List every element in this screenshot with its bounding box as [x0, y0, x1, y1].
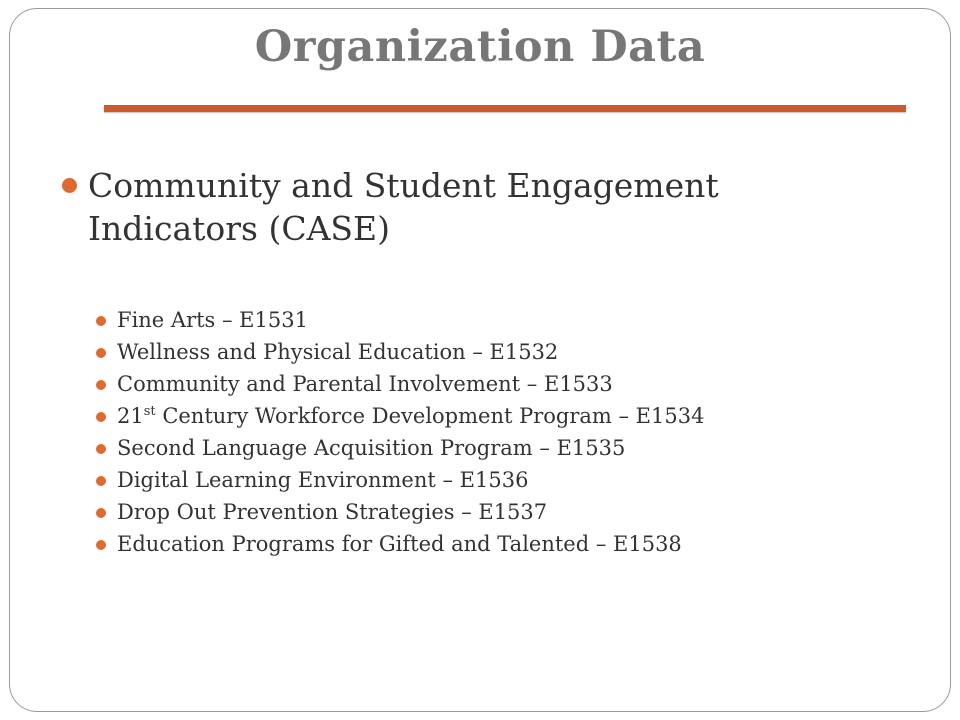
main-point-text: Community and Student Engagement Indicators (CASE): [88, 166, 719, 248]
list-item: [96, 464, 704, 496]
bullet-dot-icon: [96, 348, 106, 358]
bullet-dot-icon: [96, 508, 106, 518]
list-item-text: Community and Parental Involvement – E1533: [117, 372, 613, 396]
list-item: [96, 304, 704, 336]
list-item: [96, 432, 704, 464]
indicator-list: [96, 304, 704, 560]
list-item-text: Wellness and Physical Education – E1532: [117, 340, 559, 364]
bullet-dot-icon: [96, 380, 106, 390]
bullet-dot-icon: [96, 412, 106, 422]
list-item-text: Fine Arts – E1531: [117, 308, 308, 332]
ordinal-superscript: st: [143, 404, 156, 419]
list-item: [96, 496, 704, 528]
slide-title: Organization Data: [254, 22, 706, 72]
list-item-text: Education Programs for Gifted and Talented – E1538: [117, 532, 682, 556]
bullet-dot-icon: [96, 316, 106, 326]
list-item-text: Digital Learning Environment – E1536: [117, 468, 529, 492]
bullet-dot-icon: [96, 444, 106, 454]
bullet-dot-icon: [96, 476, 106, 486]
bullet-dot-icon: [96, 540, 106, 550]
list-item-text: Century Workforce Development Program – E1534: [155, 404, 705, 428]
list-item-text: Drop Out Prevention Strategies – E1537: [117, 500, 548, 524]
list-item: [96, 368, 704, 400]
list-item: [96, 528, 704, 560]
title-divider: [104, 105, 906, 112]
list-item-text: Second Language Acquisition Program – E1535: [117, 436, 626, 460]
list-item-prefix: 21: [117, 404, 144, 428]
bullet-dot-icon: [62, 178, 77, 193]
list-item: [96, 400, 704, 432]
list-item: [96, 336, 704, 368]
